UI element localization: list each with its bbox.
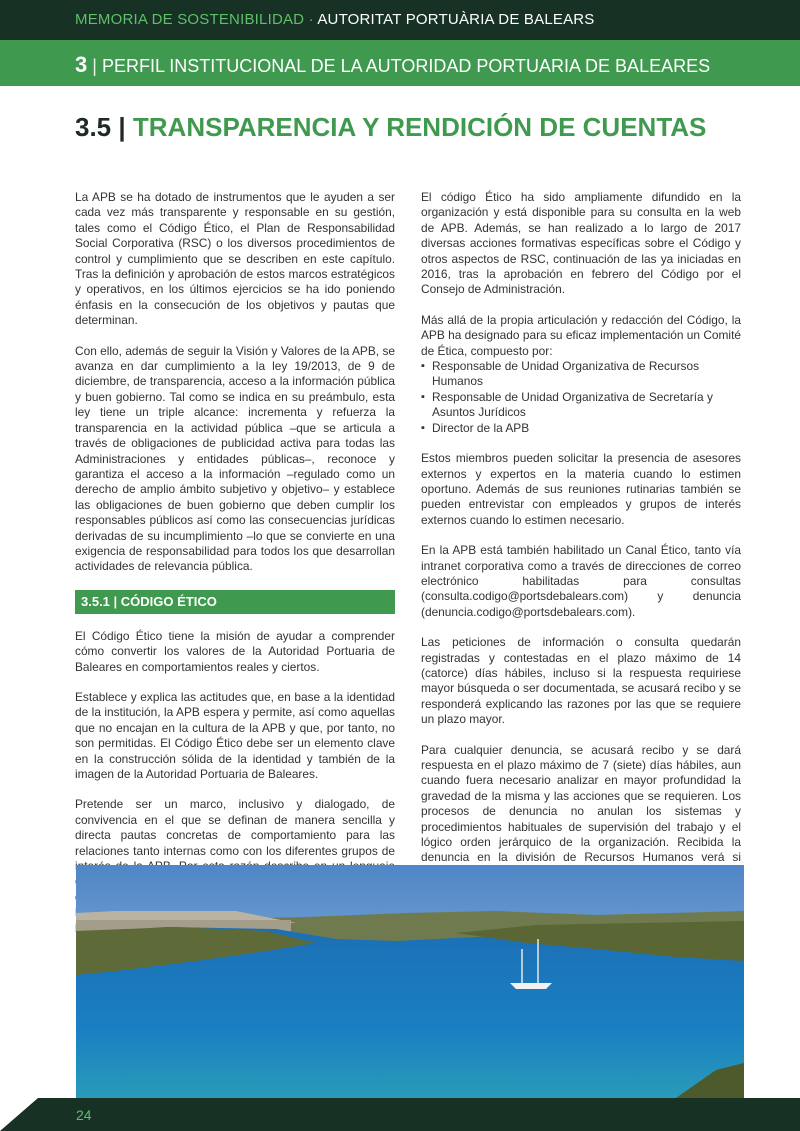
subsection-heading: 3.5.1 | CÓDIGO ÉTICO (75, 590, 395, 614)
section-title: TRANSPARENCIA Y RENDICIÓN DE CUENTAS (132, 112, 707, 142)
left-column (75, 190, 395, 951)
header-separator: · (304, 11, 318, 28)
paragraph: Pretende ser un marco, inclusivo y dialogado, de convivencia en el que se definan de manera sencilla y directa pautas concretas de comportamiento para las relaciones tanto internas como con los diferentes grupos de (75, 797, 395, 858)
paragraph: Estos miembros pueden solicitar la presencia de asesores externos y expertos en la materia cuando lo estimen oportuno. Además de sus reuniones rutinarias también se pueden entrevistar con empleados y grupos de interés externos cuando lo estimen necesario. (421, 451, 741, 527)
section-separator: | (111, 112, 133, 142)
page-number: 24 (76, 1107, 92, 1123)
paragraph: Establece y explica las actitudes que, en base a la identidad de la institución, la APB espera y permite, así como aquellas que no encajan en la cultura de la APB y que, por tanto, no son permitidas. El Código Ético debe ser un elemento clave en la construcción sólida de la identidad y también de la imagen de la Autoridad Portuaria de Baleares. (75, 689, 395, 781)
list-item: ▪ Responsable de Unidad Organizativa de Recursos Humanos (421, 359, 741, 390)
paragraph: Más allá de la propia articulación y redacción del Código, la APB ha designado para su eficaz implementación un Comité de Ética, compuesto por: (421, 312, 741, 358)
chapter-number: 3 (75, 52, 88, 77)
chapter-heading (75, 52, 710, 78)
paragraph: Las peticiones de información o consulta quedarán registradas y contestadas en el plazo máximo de 14 (catorce) días hábiles, incluso si la respuesta requiriese mayor búsqueda o ser documentada, se acusará recibo y se responderá explicando las razones por las que se requiere un plazo mayor. (421, 635, 741, 727)
paragraph: Con ello, además de seguir la Visión y Valores de la APB, se avanza en dar cumplimiento a la ley 19/2013, de 9 de diciembre, de transparencia, acceso a la información pública y buen gobierno. Tal como se indica en su preámbulo, esta ley tiene un triple alcance: incrementa y refuerza la transparencia en la actividad pública –que se articula a través de obligaciones de publicidad activa para todas las Administraciones y entidades públicas–, reconoce y garantiza el acceso a la información –regulado como un derecho de amplio ámbito subjetivo y objetivo– y establece las obligaciones de buen gobierno que deben cumplir los responsables públicos así como las consecuencias jurídicas derivadas de su incumplimiento –lo que se convierte en una exigencia de responsabilidad para todos los que desarrollan actividades de relevancia pública. (75, 343, 395, 574)
bay-photo-illustration (76, 865, 744, 1098)
paragraph: El código Ético ha sido ampliamente difundido en la organización y está disponible para su consulta en la web de APB. Además, se han realizado a lo largo de 2017 diversas acciones formativas específicas sobre el Código y otros aspectos de RSC, continuación de las ya iniciadas en 2016, tras la aprobación en febrero del Código por el Consejo de Administración. (421, 190, 741, 297)
list-item: ▪ Director de la APB (421, 421, 741, 436)
chapter-separator: | (87, 56, 102, 76)
chapter-bar (0, 40, 800, 86)
running-header (75, 11, 595, 28)
organization-name: AUTORITAT PORTUÀRIA DE BALEARS (317, 11, 595, 28)
paragraph: El Código Ético tiene la misión de ayudar a comprender cómo convertir los valores de la Autoridad Portuaria de Baleares en comportamientos reales y ciertos. (75, 628, 395, 674)
top-header-bar (0, 0, 800, 40)
section-number: 3.5 (75, 112, 112, 142)
bay-photo (76, 865, 744, 1098)
page-footer (0, 1098, 800, 1131)
paragraph: Para cualquier denuncia, se acusará recibo y se dará respuesta en el plazo máximo de 7 (siete) días hábiles, aun cuando fuera necesario analizar en mayor profundidad la gravedad de la misma y las acciones que se requieren. Los procesos de denuncia no anulan los sistemas y procedimientos habituales de supervisión del trabajo y el lógico orden jerárquico de la organización. Recibida la denuncia en la división de Recursos Humanos verá si (421, 742, 741, 865)
footer-wedge (0, 1098, 38, 1131)
report-title: MEMORIA DE SOSTENIBILIDAD (75, 11, 305, 28)
chapter-title: PERFIL INSTITUCIONAL DE LA AUTORIDAD PORTUARIA DE BALEARES (101, 56, 711, 76)
paragraph: La APB se ha dotado de instrumentos que le ayuden a ser cada vez más transparente y responsable en su gestión, tales como el Código Ético, el Plan de Responsabilidad Social Corporativa (RSC) o los diversos procedimientos de control y cumplimiento que se describen en este capítulo. Tras la definición y aprobación de estos marcos estratégicos y operativos, en los últimos ejercicios se ha ido poniendo énfasis en la consecución de los objetivos y pautas que determinan. (75, 190, 395, 328)
committee-list (421, 359, 741, 436)
section-heading (75, 112, 706, 143)
list-item: ▪ Responsable de Unidad Organizativa de Secretaría y Asuntos Jurídicos (421, 390, 741, 421)
paragraph: En la APB está también habilitado un Canal Ético, tanto vía intranet corporativa como a través de direcciones de correo electrónico habilitadas para consultas (consulta.codigo@portsdebalears.com) y denuncia (denuncia.codigo@portsdebalears.com). (421, 543, 741, 619)
